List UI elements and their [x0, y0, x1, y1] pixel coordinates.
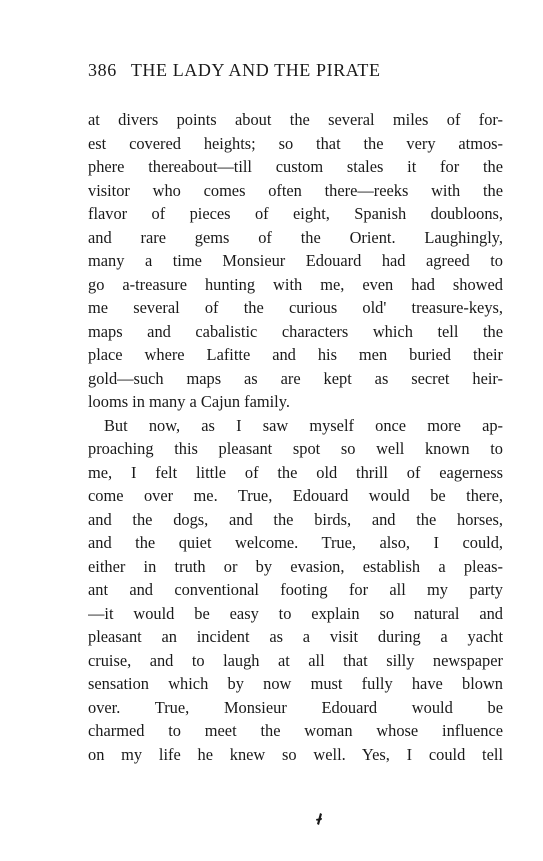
text-line: flavor of pieces of eight, Spanish doubloons, [88, 204, 503, 223]
paragraph-start-line: But now, as I saw myself once more ap- [104, 415, 503, 435]
text-line: and the dogs, and the birds, and the horses, [88, 509, 503, 529]
text-line: proaching this pleasant spot so well known to [88, 439, 503, 458]
text-line: ant and conventional footing for all my party [88, 580, 503, 599]
text-line: gold—such maps as are kept as secret heir- [88, 368, 503, 388]
text-line: charmed to meet the woman whose influence [88, 721, 503, 740]
text-line: me, I felt little of the old thrill of eagerness [88, 462, 503, 482]
paragraph-end-line: looms in many a Cajun family. [88, 392, 290, 411]
running-title: THE LADY AND THE PIRATE [130, 60, 381, 80]
text-line: either in truth or by evasion, establish a pleas- [88, 556, 503, 576]
ink-mark-icon [312, 812, 326, 826]
text-line: —it would be easy to explain so natural and [88, 603, 503, 623]
text-line: cruise, and to laugh at all that silly newspaper [88, 650, 503, 670]
text-line: me several of the curious old' treasure-keys, [88, 298, 503, 317]
text-line: on my life he knew so well. Yes, I could tell [88, 744, 503, 764]
text-line: pleasant an incident as a visit during a yacht [88, 627, 503, 646]
page-number: 386 [88, 60, 117, 80]
text-line: many a time Monsieur Edouard had agreed to [88, 251, 503, 270]
text-line: sensation which by now must fully have blown [88, 674, 503, 693]
running-head [88, 60, 488, 84]
text-line: come over me. True, Edouard would be there, [88, 486, 503, 505]
text-line: and the quiet welcome. True, also, I could, [88, 533, 503, 552]
body-text [88, 108, 503, 766]
text-line: over. True, Monsieur Edouard would be [88, 697, 503, 717]
text-line: est covered heights; so that the very atmos- [88, 133, 503, 153]
text-line: phere thereabout—till custom stales it for the [88, 157, 503, 176]
text-line: maps and cabalistic characters which tell the [88, 321, 503, 341]
text-line: at divers points about the several miles of for- [88, 110, 503, 129]
text-line: place where Lafitte and his men buried their [88, 345, 503, 364]
text-line: visitor who comes often there—reeks with the [88, 180, 503, 200]
text-line: go a-treasure hunting with me, even had showed [88, 274, 503, 294]
text-line: and rare gems of the Orient. Laughingly, [88, 227, 503, 247]
